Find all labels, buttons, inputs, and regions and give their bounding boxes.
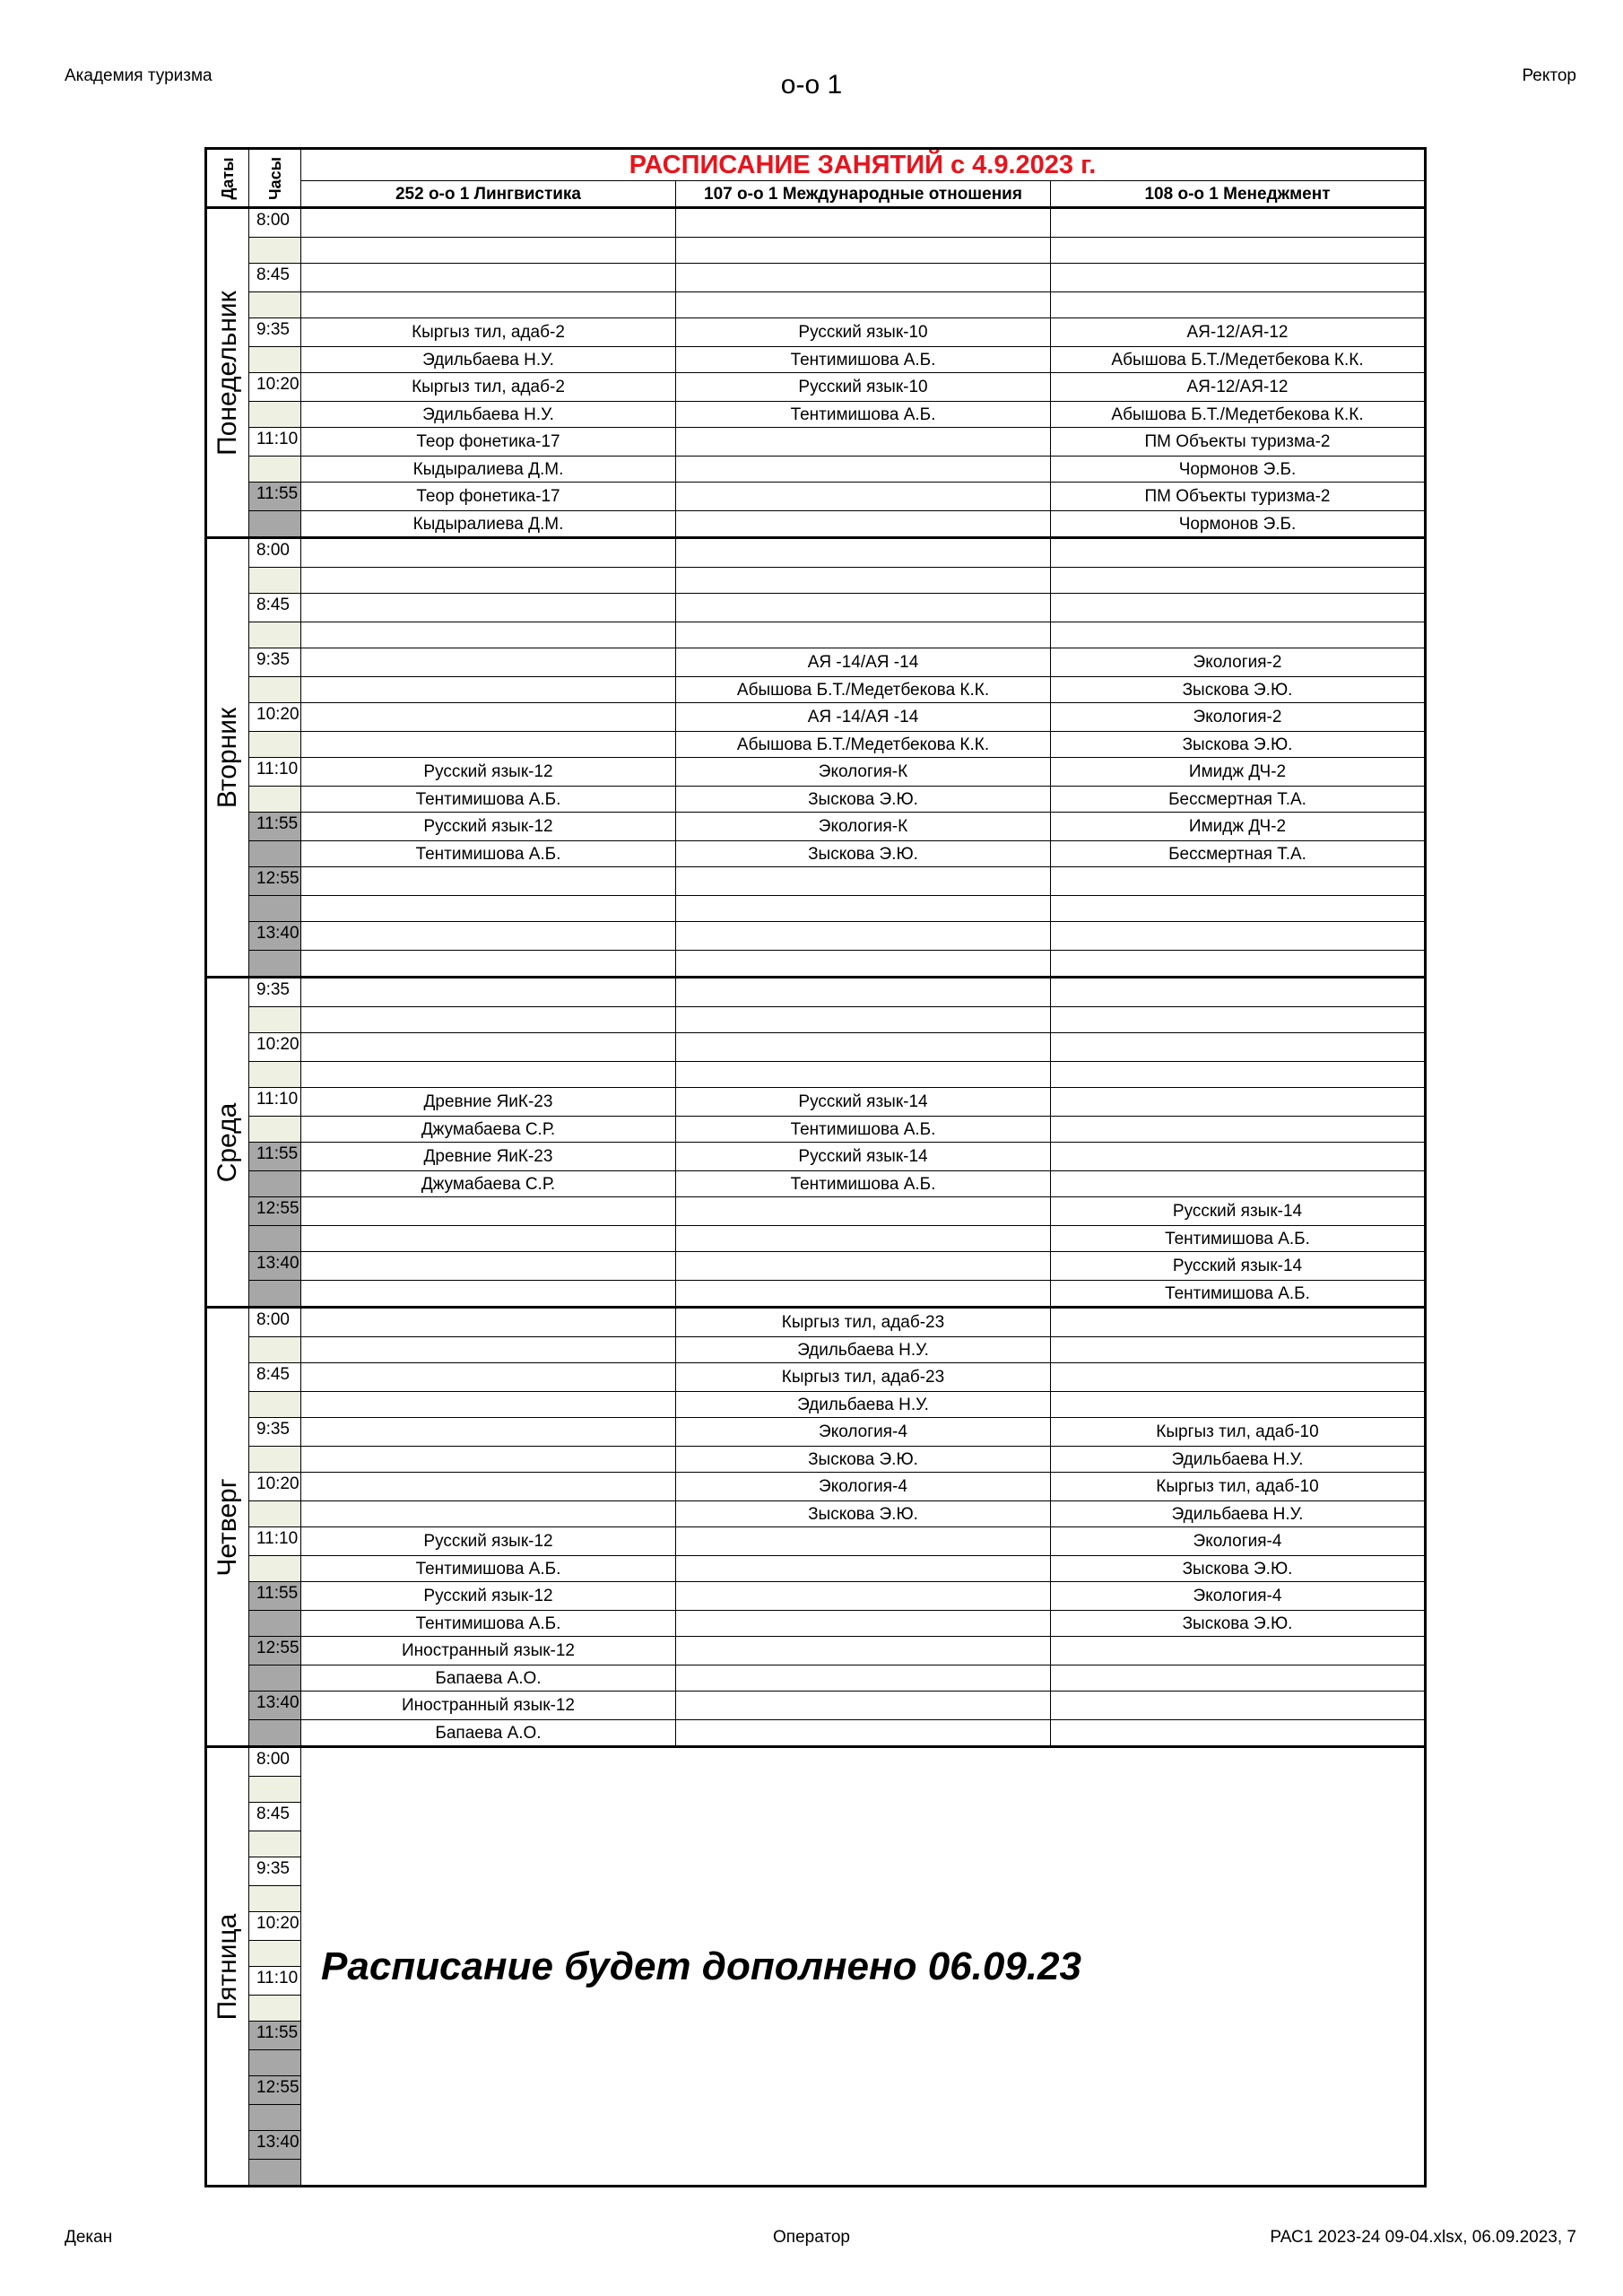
time-cell: 13:40 xyxy=(249,1252,301,1281)
subject-cell: Русский язык-10 xyxy=(676,318,1051,347)
subject-cell: Экология-2 xyxy=(1051,648,1426,677)
teacher-cell xyxy=(676,1720,1051,1747)
subject-cell xyxy=(676,1637,1051,1665)
teacher-cell: Зыскова Э.Ю. xyxy=(676,841,1051,867)
subject-cell: Кыргыз тил, адаб-2 xyxy=(301,373,676,402)
time-sub-cell xyxy=(249,1720,301,1747)
teacher-cell: Эдильбаева Н.У. xyxy=(676,1337,1051,1363)
teacher-cell xyxy=(1051,1720,1426,1747)
subject-cell xyxy=(676,867,1051,896)
teacher-cell xyxy=(676,951,1051,978)
teacher-cell xyxy=(301,732,676,758)
group-header: 108 о-о 1 Менеджмент xyxy=(1051,181,1426,208)
teacher-cell: Тентимишова А.Б. xyxy=(1051,1226,1426,1252)
subject-cell xyxy=(1051,208,1426,238)
subject-cell: Имидж ДЧ-2 xyxy=(1051,758,1426,787)
day-label: Пятница xyxy=(206,1747,249,2187)
teacher-cell: Абышова Б.Т./Медетбекова К.К. xyxy=(1051,402,1426,428)
teacher-cell xyxy=(301,896,676,922)
time-sub-cell xyxy=(249,1831,301,1857)
time-sub-cell xyxy=(249,1062,301,1088)
subject-cell: Кыргыз тил, адаб-23 xyxy=(676,1308,1051,1337)
subject-cell: АЯ-12/АЯ-12 xyxy=(1051,373,1426,402)
subject-cell: Русский язык-14 xyxy=(676,1088,1051,1117)
time-sub-cell xyxy=(249,1996,301,2022)
teacher-cell xyxy=(676,457,1051,483)
subject-cell xyxy=(301,1197,676,1226)
time-cell: 12:55 xyxy=(249,1197,301,1226)
time-sub-cell xyxy=(249,2050,301,2076)
teacher-cell xyxy=(1051,896,1426,922)
subject-cell: Русский язык-12 xyxy=(301,758,676,787)
dean-label: Декан xyxy=(65,2228,113,2247)
time-cell: 11:55 xyxy=(249,483,301,511)
time-cell: 9:35 xyxy=(249,318,301,347)
teacher-cell xyxy=(1051,951,1426,978)
org-name: Академия туризма xyxy=(65,66,213,85)
teacher-cell xyxy=(676,622,1051,648)
group-header: 107 о-о 1 Международные отношения xyxy=(676,181,1051,208)
teacher-cell xyxy=(1051,1171,1426,1197)
time-sub-cell xyxy=(249,1226,301,1252)
time-sub-cell xyxy=(249,2105,301,2131)
subject-cell xyxy=(676,1197,1051,1226)
teacher-cell: Эдильбаева Н.У. xyxy=(301,347,676,373)
time-cell: 9:35 xyxy=(249,978,301,1007)
teacher-cell xyxy=(301,951,676,978)
subject-cell xyxy=(1051,1692,1426,1720)
time-sub-cell xyxy=(249,1556,301,1582)
teacher-cell xyxy=(1051,622,1426,648)
time-cell: 8:45 xyxy=(249,264,301,292)
teacher-cell: Тентимишова А.Б. xyxy=(676,1171,1051,1197)
time-sub-cell xyxy=(249,292,301,318)
subject-cell xyxy=(676,208,1051,238)
teacher-cell xyxy=(301,622,676,648)
subject-cell: Иностранный язык-12 xyxy=(301,1637,676,1665)
subject-cell xyxy=(301,208,676,238)
teacher-cell: Зыскова Э.Ю. xyxy=(676,787,1051,813)
teacher-cell xyxy=(301,1447,676,1473)
subject-cell xyxy=(676,264,1051,292)
subject-cell: Экология-4 xyxy=(676,1473,1051,1501)
subject-cell: Русский язык-12 xyxy=(301,813,676,841)
time-cell: 11:10 xyxy=(249,1527,301,1556)
teacher-cell: Тентимишова А.Б. xyxy=(676,402,1051,428)
subject-cell xyxy=(1051,1637,1426,1665)
subject-cell: АЯ -14/АЯ -14 xyxy=(676,648,1051,677)
teacher-cell: Джумабаева С.Р. xyxy=(301,1171,676,1197)
subject-cell: Кыргыз тил, адаб-2 xyxy=(301,318,676,347)
teacher-cell xyxy=(1051,1392,1426,1418)
time-sub-cell xyxy=(249,841,301,867)
time-cell: 13:40 xyxy=(249,1692,301,1720)
day-label: Среда xyxy=(206,978,249,1308)
teacher-cell: Эдильбаева Н.У. xyxy=(301,402,676,428)
time-sub-cell xyxy=(249,1171,301,1197)
teacher-cell xyxy=(301,1007,676,1033)
teacher-cell xyxy=(301,1226,676,1252)
time-cell: 9:35 xyxy=(249,1857,301,1886)
subject-cell: Экология-4 xyxy=(676,1418,1051,1447)
subject-cell: ПМ Объекты туризма-2 xyxy=(1051,428,1426,457)
subject-cell: АЯ-12/АЯ-12 xyxy=(1051,318,1426,347)
time-sub-cell xyxy=(249,511,301,538)
teacher-cell xyxy=(301,677,676,703)
subject-cell: ПМ Объекты туризма-2 xyxy=(1051,483,1426,511)
teacher-cell: Джумабаева С.Р. xyxy=(301,1117,676,1143)
teacher-cell: Зыскова Э.Ю. xyxy=(676,1447,1051,1473)
subject-cell xyxy=(676,594,1051,622)
subject-cell xyxy=(1051,594,1426,622)
teacher-cell: Абышова Б.Т./Медетбекова К.К. xyxy=(676,677,1051,703)
time-sub-cell xyxy=(249,787,301,813)
teacher-cell: Тентимишова А.Б. xyxy=(301,841,676,867)
subject-cell: Древние ЯиК-23 xyxy=(301,1088,676,1117)
subject-cell: Иностранный язык-12 xyxy=(301,1692,676,1720)
teacher-cell xyxy=(1051,292,1426,318)
time-sub-cell xyxy=(249,1117,301,1143)
teacher-cell: Зыскова Э.Ю. xyxy=(1051,677,1426,703)
subject-cell: Кыргыз тил, адаб-23 xyxy=(676,1363,1051,1392)
subject-cell xyxy=(301,1308,676,1337)
teacher-cell xyxy=(1051,1007,1426,1033)
subject-cell: Русский язык-14 xyxy=(1051,1197,1426,1226)
subject-cell: АЯ -14/АЯ -14 xyxy=(676,703,1051,732)
time-sub-cell xyxy=(249,896,301,922)
teacher-cell: Эдильбаева Н.У. xyxy=(1051,1447,1426,1473)
file-info: РАС1 2023-24 09-04.xlsx, 06.09.2023, 7 xyxy=(1270,2228,1576,2247)
subject-cell: Теор фонетика-17 xyxy=(301,483,676,511)
teacher-cell xyxy=(301,1501,676,1527)
teacher-cell xyxy=(676,1062,1051,1088)
subject-cell xyxy=(1051,264,1426,292)
subject-cell: Имидж ДЧ-2 xyxy=(1051,813,1426,841)
subject-cell xyxy=(301,867,676,896)
subject-cell xyxy=(301,1252,676,1281)
subject-cell xyxy=(301,538,676,568)
time-sub-cell xyxy=(249,1611,301,1637)
teacher-cell: Бапаева А.О. xyxy=(301,1665,676,1692)
time-sub-cell xyxy=(249,1337,301,1363)
teacher-cell xyxy=(676,292,1051,318)
rector-label: Ректор xyxy=(1522,66,1576,85)
time-cell: 11:55 xyxy=(249,2022,301,2050)
subject-cell xyxy=(1051,1088,1426,1117)
subject-cell xyxy=(1051,922,1426,951)
teacher-cell xyxy=(301,1062,676,1088)
subject-cell: Русский язык-12 xyxy=(301,1527,676,1556)
subject-cell: Русский язык-14 xyxy=(676,1143,1051,1171)
teacher-cell xyxy=(1051,1062,1426,1088)
teacher-cell xyxy=(676,511,1051,538)
teacher-cell: Зыскова Э.Ю. xyxy=(1051,1611,1426,1637)
time-cell: 12:55 xyxy=(249,2076,301,2105)
teacher-cell: Тентимишова А.Б. xyxy=(676,1117,1051,1143)
subject-cell xyxy=(301,922,676,951)
time-cell: 11:10 xyxy=(249,1088,301,1117)
teacher-cell: Абышова Б.Т./Медетбекова К.К. xyxy=(676,732,1051,758)
teacher-cell xyxy=(676,1281,1051,1308)
subject-cell xyxy=(1051,1143,1426,1171)
time-sub-cell xyxy=(249,1941,301,1967)
subject-cell xyxy=(301,1473,676,1501)
time-cell: 10:20 xyxy=(249,703,301,732)
time-sub-cell xyxy=(249,1392,301,1418)
time-sub-cell xyxy=(249,238,301,264)
teacher-cell: Тентимишова А.Б. xyxy=(1051,1281,1426,1308)
subject-cell xyxy=(301,978,676,1007)
time-sub-cell xyxy=(249,1447,301,1473)
teacher-cell xyxy=(301,568,676,594)
subject-cell xyxy=(676,428,1051,457)
time-sub-cell xyxy=(249,677,301,703)
time-cell: 12:55 xyxy=(249,1637,301,1665)
time-sub-cell xyxy=(249,1777,301,1803)
teacher-cell: Бессмертная Т.А. xyxy=(1051,841,1426,867)
group-header: 252 о-о 1 Лингвистика xyxy=(301,181,676,208)
time-cell: 8:45 xyxy=(249,594,301,622)
subject-cell: Кыргыз тил, адаб-10 xyxy=(1051,1418,1426,1447)
teacher-cell: Тентимишова А.Б. xyxy=(301,1556,676,1582)
time-cell: 9:35 xyxy=(249,1418,301,1447)
subject-cell: Кыргыз тил, адаб-10 xyxy=(1051,1473,1426,1501)
time-cell: 8:45 xyxy=(249,1803,301,1831)
subject-cell xyxy=(676,538,1051,568)
time-cell: 8:00 xyxy=(249,208,301,238)
time-cell: 11:55 xyxy=(249,813,301,841)
subject-cell: Русский язык-10 xyxy=(676,373,1051,402)
subject-cell: Русский язык-12 xyxy=(301,1582,676,1611)
teacher-cell: Тентимишова А.Б. xyxy=(676,347,1051,373)
subject-cell: Экология-К xyxy=(676,813,1051,841)
time-cell: 10:20 xyxy=(249,1912,301,1941)
teacher-cell: Тентимишова А.Б. xyxy=(301,787,676,813)
subject-cell xyxy=(1051,978,1426,1007)
time-sub-cell xyxy=(249,402,301,428)
subject-cell xyxy=(301,703,676,732)
subject-cell: Экология-4 xyxy=(1051,1582,1426,1611)
teacher-cell: Зыскова Э.Ю. xyxy=(1051,732,1426,758)
subject-cell xyxy=(301,1363,676,1392)
teacher-cell: Кыдыралиева Д.М. xyxy=(301,511,676,538)
subject-cell xyxy=(676,483,1051,511)
time-cell: 13:40 xyxy=(249,922,301,951)
teacher-cell: Бессмертная Т.А. xyxy=(1051,787,1426,813)
subject-cell: Древние ЯиК-23 xyxy=(301,1143,676,1171)
subject-cell xyxy=(301,264,676,292)
subject-cell: Экология-К xyxy=(676,758,1051,787)
subject-cell xyxy=(676,1692,1051,1720)
subject-cell xyxy=(676,1582,1051,1611)
teacher-cell xyxy=(676,896,1051,922)
subject-cell: Русский язык-14 xyxy=(1051,1252,1426,1281)
time-cell: 8:00 xyxy=(249,1747,301,1777)
subject-cell xyxy=(676,922,1051,951)
time-cell: 11:55 xyxy=(249,1143,301,1171)
subject-cell xyxy=(301,1418,676,1447)
time-cell: 8:45 xyxy=(249,1363,301,1392)
time-cell: 11:55 xyxy=(249,1582,301,1611)
time-cell: 8:00 xyxy=(249,1308,301,1337)
hours-header: Часы xyxy=(249,149,301,208)
time-sub-cell xyxy=(249,951,301,978)
time-sub-cell xyxy=(249,2160,301,2187)
subject-cell: Экология-2 xyxy=(1051,703,1426,732)
time-cell: 10:20 xyxy=(249,373,301,402)
teacher-cell: Эдильбаева Н.У. xyxy=(676,1392,1051,1418)
teacher-cell: Бапаева А.О. xyxy=(301,1720,676,1747)
teacher-cell: Чормонов Э.Б. xyxy=(1051,457,1426,483)
time-cell: 9:35 xyxy=(249,648,301,677)
time-cell: 10:20 xyxy=(249,1473,301,1501)
time-sub-cell xyxy=(249,1007,301,1033)
teacher-cell: Тентимишова А.Б. xyxy=(301,1611,676,1637)
teacher-cell xyxy=(676,1665,1051,1692)
schedule-title: РАСПИСАНИЕ ЗАНЯТИЙ с 4.9.2023 г. xyxy=(301,149,1426,181)
teacher-cell xyxy=(1051,568,1426,594)
time-sub-cell xyxy=(249,732,301,758)
teacher-cell: Чормонов Э.Б. xyxy=(1051,511,1426,538)
subject-cell xyxy=(1051,1033,1426,1062)
teacher-cell xyxy=(301,238,676,264)
subject-cell xyxy=(676,1033,1051,1062)
teacher-cell: Абышова Б.Т./Медетбекова К.К. xyxy=(1051,347,1426,373)
time-sub-cell xyxy=(249,568,301,594)
teacher-cell xyxy=(1051,1665,1426,1692)
time-sub-cell xyxy=(249,1886,301,1912)
subject-cell xyxy=(301,594,676,622)
day-label: Четверг xyxy=(206,1308,249,1747)
subject-cell xyxy=(1051,867,1426,896)
time-cell: 12:55 xyxy=(249,867,301,896)
teacher-cell xyxy=(301,1281,676,1308)
subject-cell xyxy=(1051,1363,1426,1392)
subject-cell xyxy=(676,1252,1051,1281)
time-cell: 11:10 xyxy=(249,758,301,787)
teacher-cell xyxy=(676,238,1051,264)
teacher-cell xyxy=(1051,1337,1426,1363)
schedule-note: Расписание будет дополнено 06.09.23 xyxy=(301,1747,1426,2187)
time-sub-cell xyxy=(249,347,301,373)
teacher-cell xyxy=(676,1007,1051,1033)
teacher-cell: Зыскова Э.Ю. xyxy=(1051,1556,1426,1582)
time-cell: 13:40 xyxy=(249,2131,301,2160)
subject-cell xyxy=(676,978,1051,1007)
teacher-cell xyxy=(1051,238,1426,264)
time-cell: 10:20 xyxy=(249,1033,301,1062)
teacher-cell: Зыскова Э.Ю. xyxy=(676,1501,1051,1527)
time-sub-cell xyxy=(249,1501,301,1527)
subject-cell xyxy=(1051,538,1426,568)
schedule-table xyxy=(204,147,1427,2187)
page-title: о-о 1 xyxy=(780,70,843,100)
teacher-cell xyxy=(301,1392,676,1418)
time-cell: 11:10 xyxy=(249,1967,301,1996)
teacher-cell xyxy=(676,1611,1051,1637)
teacher-cell xyxy=(301,292,676,318)
subject-cell xyxy=(1051,1308,1426,1337)
time-cell: 11:10 xyxy=(249,428,301,457)
time-sub-cell xyxy=(249,622,301,648)
day-label: Понедельник xyxy=(206,208,249,538)
time-sub-cell xyxy=(249,457,301,483)
subject-cell xyxy=(676,1527,1051,1556)
teacher-cell xyxy=(301,1337,676,1363)
subject-cell: Экология-4 xyxy=(1051,1527,1426,1556)
teacher-cell xyxy=(676,568,1051,594)
teacher-cell xyxy=(676,1556,1051,1582)
time-cell: 8:00 xyxy=(249,538,301,568)
day-label: Вторник xyxy=(206,538,249,978)
subject-cell: Теор фонетика-17 xyxy=(301,428,676,457)
operator-label: Оператор xyxy=(773,2228,850,2247)
teacher-cell xyxy=(676,1226,1051,1252)
teacher-cell: Кыдыралиева Д.М. xyxy=(301,457,676,483)
teacher-cell: Эдильбаева Н.У. xyxy=(1051,1501,1426,1527)
teacher-cell xyxy=(1051,1117,1426,1143)
subject-cell xyxy=(301,648,676,677)
time-sub-cell xyxy=(249,1665,301,1692)
subject-cell xyxy=(301,1033,676,1062)
time-sub-cell xyxy=(249,1281,301,1308)
dates-header: Даты xyxy=(206,149,249,208)
